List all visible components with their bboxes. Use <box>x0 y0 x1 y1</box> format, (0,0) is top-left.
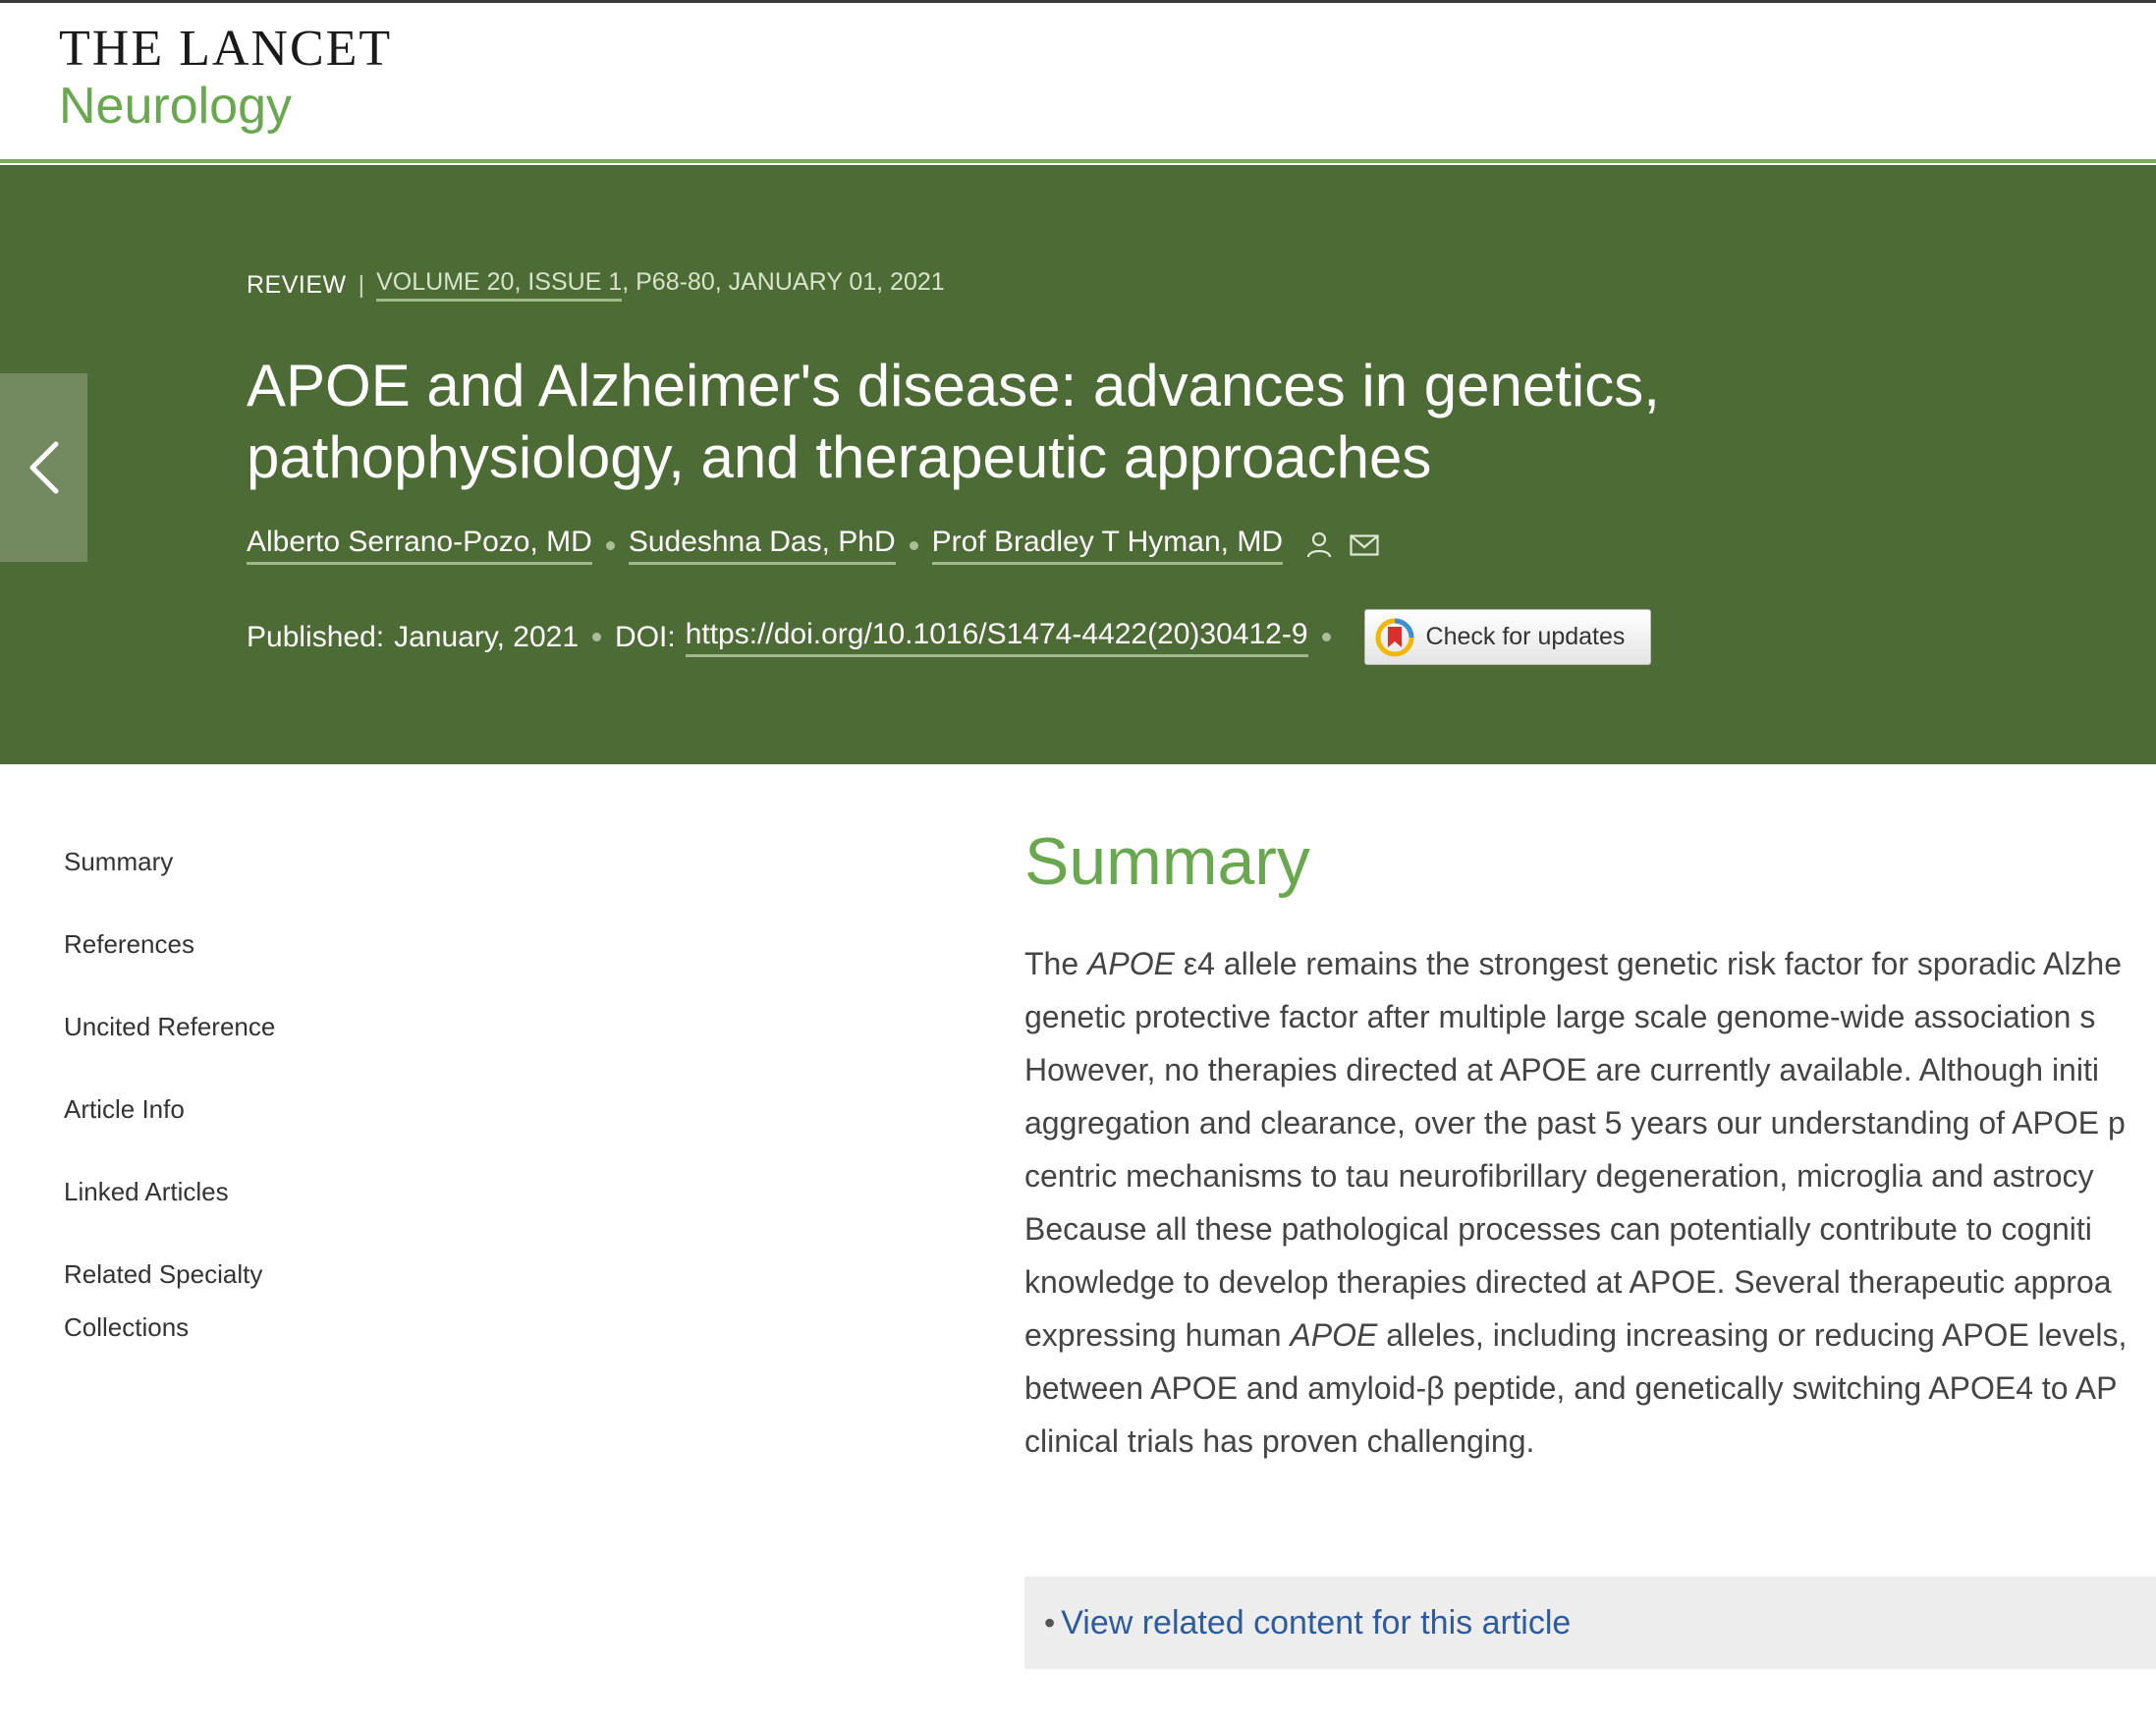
nav-item-uncited-reference[interactable]: Uncited Reference <box>64 1012 276 1041</box>
nav-item-article-info[interactable]: Article Info <box>64 1094 185 1124</box>
publisher-name: THE LANCET <box>59 21 393 77</box>
article-type: REVIEW <box>247 270 347 299</box>
published-label: Published: <box>247 620 385 653</box>
author-icons <box>1306 531 1379 559</box>
article-meta <box>247 268 945 302</box>
crossmark-icon <box>1375 618 1414 657</box>
published-date: January, 2021 <box>394 620 580 653</box>
nav-item-references[interactable]: References <box>64 929 194 959</box>
related-content-box <box>1024 1577 2156 1669</box>
abstract-line: between APOE and amyloid-β peptide, and genetically switching APOE4 to AP <box>1024 1370 2118 1406</box>
separator-dot <box>592 633 601 641</box>
check-for-updates-button[interactable] <box>1364 609 1651 665</box>
volume-issue-link[interactable]: VOLUME 20, ISSUE 1 <box>376 268 622 302</box>
check-for-updates-label: Check for updates <box>1425 623 1626 650</box>
summary-abstract <box>1024 937 2156 1468</box>
abstract-line: clinical trials has proven challenging. <box>1024 1423 1535 1459</box>
nav-item-label-line: Collections <box>64 1312 190 1342</box>
nav-item-summary[interactable]: Summary <box>64 847 174 876</box>
header-divider <box>0 159 2156 163</box>
abstract-line: Because all these pathological processes can potentially contribute to cogniti <box>1024 1211 2092 1247</box>
abstract-line: knowledge to develop therapies directed at APOE. Several therapeutic approa <box>1024 1264 2112 1300</box>
author-link[interactable]: Sudeshna Das, PhD <box>629 526 896 565</box>
author-link[interactable]: Prof Bradley T Hyman, MD <box>932 526 1283 565</box>
author-link[interactable]: Alberto Serrano-Pozo, MD <box>247 526 592 565</box>
doi-label: DOI: <box>615 620 676 653</box>
abstract-line: genetic protective factor after multiple large scale genome-wide association s <box>1024 999 2096 1034</box>
abstract-line: The APOE ε4 allele remains the strongest genetic risk factor for sporadic Alzhe <box>1024 946 2123 981</box>
previous-article-button[interactable] <box>0 373 87 562</box>
nav-item-linked-articles[interactable]: Linked Articles <box>64 1177 229 1206</box>
mail-icon[interactable] <box>1350 534 1379 556</box>
top-rule <box>0 0 2156 3</box>
view-related-content-link[interactable]: View related content for this article <box>1061 1603 1572 1642</box>
pages-date: , P68-80, JANUARY 01, 2021 <box>622 268 945 296</box>
author-list <box>247 526 1379 565</box>
article-section-nav <box>64 835 408 1383</box>
publication-info <box>247 609 1651 665</box>
abstract-line: expressing human APOE alleles, including increasing or reducing APOE levels, <box>1024 1317 2128 1353</box>
abstract-line: aggregation and clearance, over the past 5 years our understanding of APOE p <box>1024 1105 2126 1141</box>
bullet: • <box>1044 1604 1056 1641</box>
separator-dot <box>606 541 615 550</box>
abstract-line: However, no therapies directed at APOE are currently available. Although initi <box>1024 1052 2099 1087</box>
separator-dot <box>1322 633 1331 641</box>
person-icon[interactable] <box>1306 531 1332 559</box>
summary-heading: Summary <box>1024 824 1310 899</box>
abstract-line: centric mechanisms to tau neurofibrillary degeneration, microglia and astrocy <box>1024 1158 2094 1194</box>
doi-link[interactable]: https://doi.org/10.1016/S1474-4422(20)30412-9 <box>686 618 1308 657</box>
journal-logo[interactable] <box>59 21 393 136</box>
nav-item-related-specialty-collections[interactable] <box>64 1248 408 1354</box>
article-title: APOE and Alzheimer's disease: advances in genetics, pathophysiology, and therapeutic approaches <box>247 353 1660 490</box>
nav-item-label-line: Related Specialty <box>64 1259 263 1289</box>
separator-dot <box>910 541 918 550</box>
chevron-left-icon <box>25 438 64 497</box>
meta-separator: | <box>358 270 365 299</box>
journal-name: Neurology <box>59 78 293 135</box>
